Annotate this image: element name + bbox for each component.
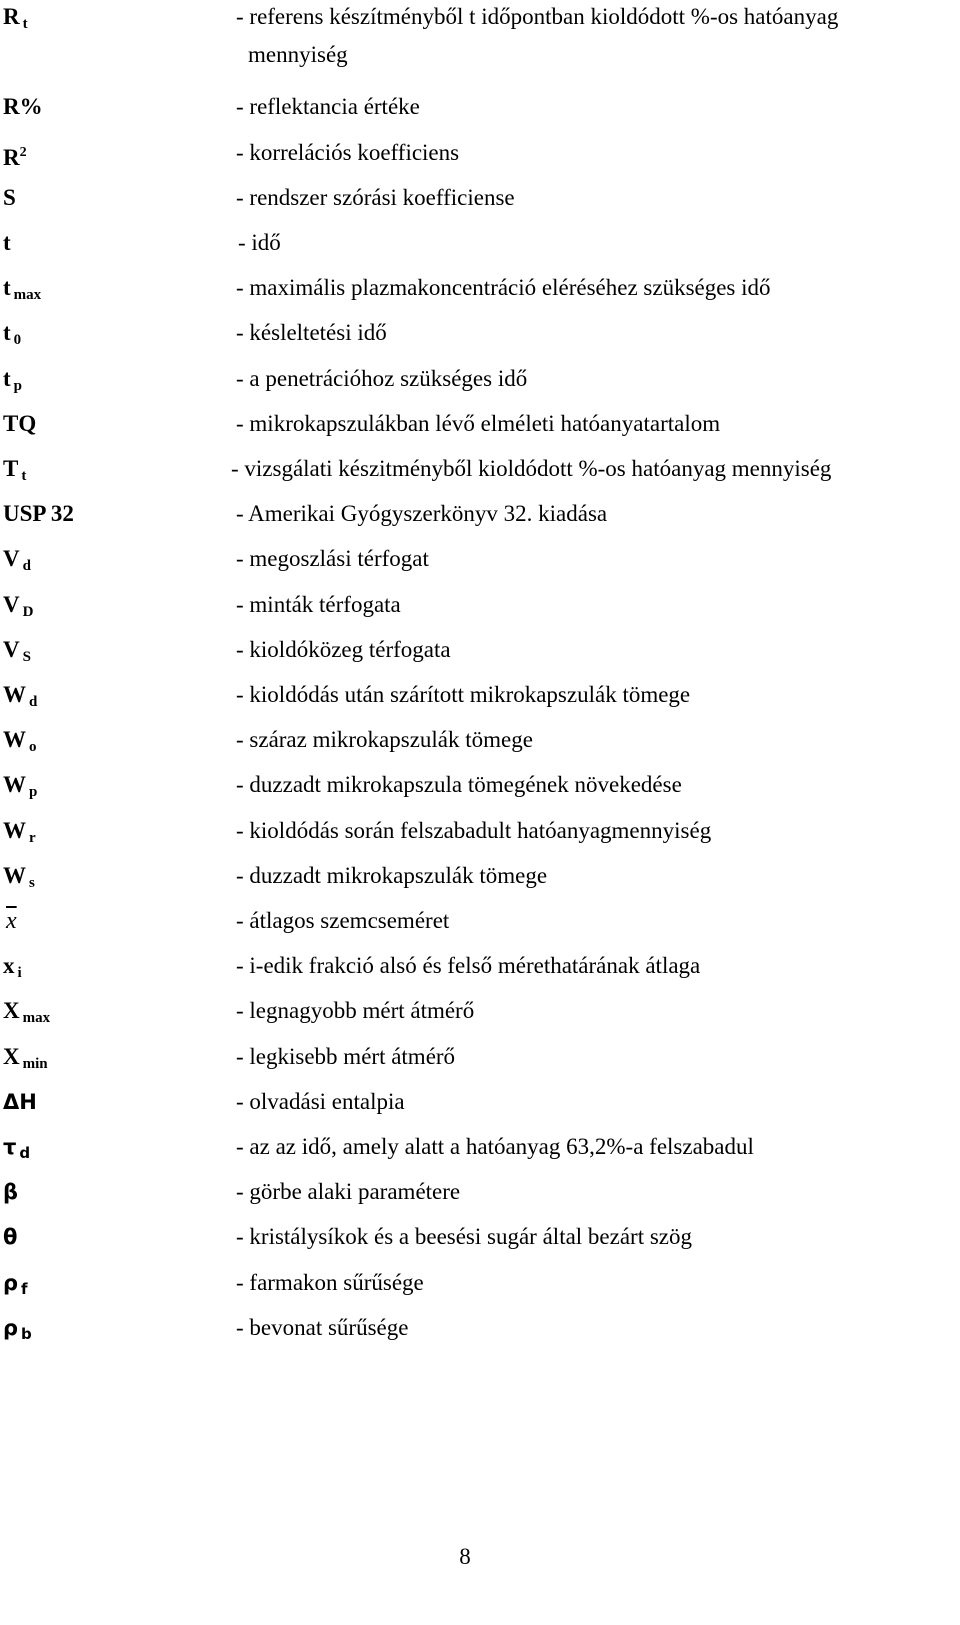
abbreviation-description: [236, 996, 936, 1026]
abbreviation-description: [238, 228, 938, 258]
symbol-subscript: r: [29, 830, 36, 846]
abbreviation-description: [236, 906, 936, 936]
abbreviation-description: [236, 725, 936, 755]
abbreviation-symbol: [3, 499, 74, 529]
symbol-subscript: p: [29, 784, 38, 800]
abbreviation-description: [236, 409, 936, 439]
abbreviation-description: [236, 770, 936, 800]
abbreviation-description: [236, 92, 936, 122]
description-text: - korrelációs koefficiens: [236, 140, 460, 165]
description-text: - késleltetési idő: [236, 320, 387, 345]
symbol-subscript: max: [13, 287, 42, 303]
abbreviation-symbol: [3, 1222, 17, 1252]
abbreviation-row: [0, 816, 960, 856]
symbol-base: X: [3, 998, 20, 1023]
description-text: - görbe alaki paramétere: [236, 1179, 461, 1204]
abbreviation-row: [0, 1268, 960, 1308]
abbreviation-description: [236, 273, 936, 303]
abbreviation-row: [0, 590, 960, 630]
abbreviation-symbol: [3, 996, 50, 1033]
abbreviation-description: [236, 861, 936, 891]
abbreviation-symbol: [3, 1042, 48, 1079]
symbol-subscript: t: [21, 468, 27, 484]
abbreviation-symbol: [3, 454, 26, 491]
symbol-base: V: [3, 546, 20, 571]
description-text: - átlagos szemcseméret: [236, 908, 450, 933]
abbreviation-symbol: [3, 2, 28, 39]
symbol-base: x: [3, 953, 15, 978]
symbol-subscript: d: [29, 694, 38, 710]
description-text: - a penetrációhoz szükséges idő: [236, 366, 528, 391]
abbreviation-symbol: [3, 273, 41, 310]
abbreviation-symbol: [3, 816, 36, 853]
symbol-base: ρ: [3, 1271, 19, 1295]
abbreviation-row: [0, 951, 960, 991]
abbreviation-description: [236, 1177, 936, 1207]
abbreviation-symbol: [3, 1177, 18, 1207]
symbol-superscript: 2: [19, 145, 27, 160]
description-text: - reflektancia értéke: [236, 94, 420, 119]
abbreviation-row: [0, 906, 960, 946]
symbol-base: t: [3, 275, 11, 300]
symbol-base: X: [3, 1044, 20, 1069]
abbreviation-description: [236, 951, 936, 981]
symbol-subscript: b: [21, 1325, 32, 1343]
symbol-subscript: s: [29, 875, 35, 891]
abbreviation-row: [0, 183, 960, 223]
symbol-subscript: p: [13, 378, 23, 394]
description-text: - legnagyobb mért átmérő: [236, 998, 475, 1023]
abbreviation-description: [236, 544, 936, 574]
description-text: - bevonat sűrűsége: [236, 1315, 409, 1340]
symbol-base: t: [3, 366, 11, 391]
abbreviation-row: [0, 364, 960, 404]
symbol-base: V: [3, 592, 20, 617]
description-text: - duzzadt mikrokapszula tömegének növekedése: [236, 772, 682, 797]
abbreviation-symbol: [3, 228, 11, 258]
abbreviation-symbol: [3, 318, 21, 355]
symbol-base: USP 32: [3, 501, 74, 526]
description-text: - az az idő, amely alatt a hatóanyag 63,2%-a felszabadul: [236, 1134, 754, 1159]
description-text: - legkisebb mért átmérő: [236, 1044, 456, 1069]
symbol-subscript: S: [22, 649, 31, 665]
symbol-base: R: [3, 4, 20, 29]
description-text: - mikrokapszulákban lévő elméleti hatóanyatartalom: [236, 411, 721, 436]
symbol-base: W: [3, 682, 26, 707]
description-text: - duzzadt mikrokapszulák tömege: [236, 863, 548, 888]
abbreviation-symbol: [3, 1313, 32, 1349]
abbreviation-description: [236, 1042, 936, 1072]
symbol-base: R: [3, 145, 20, 170]
abbreviation-description: [236, 1087, 936, 1117]
symbol-base: T: [3, 456, 19, 481]
abbreviation-description: [236, 499, 936, 529]
symbol-base: W: [3, 818, 26, 843]
abbreviation-description: [236, 2, 936, 70]
symbol-base: S: [3, 185, 16, 210]
abbreviation-symbol: [3, 770, 37, 807]
abbreviation-row: [0, 1222, 960, 1262]
symbol-subscript: 0: [13, 332, 22, 348]
abbreviation-symbol: [3, 138, 27, 173]
abbreviation-description: [236, 138, 936, 168]
description-text: - farmakon sűrűsége: [236, 1270, 424, 1295]
symbol-base: $\overline{x}$: [6, 908, 17, 934]
symbol-base: TQ: [3, 411, 37, 436]
symbol-subscript: D: [22, 604, 34, 620]
symbol-base: ΔH: [3, 1090, 37, 1114]
symbol-base: W: [3, 863, 26, 888]
description-text: - száraz mikrokapszulák tömege: [236, 727, 533, 752]
description-text: - minták térfogata: [236, 592, 401, 617]
abbreviation-row: [0, 273, 960, 313]
symbol-subscript: min: [22, 1056, 48, 1072]
symbol-base: θ: [3, 1225, 18, 1249]
abbreviation-description: [236, 1313, 936, 1343]
abbreviation-symbol: [3, 590, 33, 627]
abbreviation-row: [0, 92, 960, 132]
description-text: - kioldódás során felszabadult hatóanyagmennyiség: [236, 818, 712, 843]
symbol-subscript: t: [22, 16, 28, 32]
abbreviation-row: [0, 2, 960, 67]
description-text: - kioldóközeg térfogata: [236, 637, 451, 662]
symbol-base: W: [3, 727, 26, 752]
symbol-base: t: [3, 230, 11, 255]
abbreviation-symbol: [3, 1087, 37, 1117]
abbreviation-row: [0, 1313, 960, 1353]
symbol-base: β: [3, 1180, 19, 1204]
abbreviation-description: [236, 1222, 936, 1252]
abbreviation-row: [0, 318, 960, 358]
abbreviation-row: [0, 499, 960, 539]
symbol-subscript: max: [22, 1010, 51, 1026]
abbreviation-row: [0, 861, 960, 901]
symbol-subscript: o: [29, 739, 37, 755]
description-text: - kioldódás után szárított mikrokapszulák tömege: [236, 682, 691, 707]
abbreviation-symbol: [3, 1132, 30, 1168]
abbreviation-row: [0, 544, 960, 584]
symbol-subscript: d: [22, 558, 31, 574]
abbreviation-description: [236, 183, 936, 213]
abbreviation-description: [236, 816, 936, 846]
symbol-base: W: [3, 772, 26, 797]
description-text: - maximális plazmakoncentráció eléréséhez szükséges idő: [236, 275, 771, 300]
abbreviation-symbol: [3, 409, 36, 439]
abbreviation-row: [0, 1087, 960, 1127]
abbreviation-description: [236, 1268, 936, 1298]
description-text: - megoszlási térfogat: [236, 546, 429, 571]
abbreviation-symbol: [3, 725, 37, 762]
abbreviation-symbol: [3, 544, 31, 581]
abbreviation-row: [0, 228, 960, 268]
abbreviation-row: [0, 1177, 960, 1217]
abbreviation-description: [236, 590, 936, 620]
abbreviation-symbol: [3, 183, 16, 213]
symbol-base: τ: [3, 1135, 17, 1159]
description-text: - vizsgálati készitményből kioldódott %-os hatóanyag mennyiség: [231, 456, 832, 481]
description-text: - olvadási entalpia: [236, 1089, 405, 1114]
abbreviation-row: [0, 770, 960, 810]
abbreviation-row: [0, 454, 960, 494]
description-text: - idő: [238, 230, 281, 255]
abbreviation-symbol: [3, 680, 37, 717]
abbreviation-row: [0, 680, 960, 720]
abbreviation-description: [236, 318, 936, 348]
symbol-base: R%: [3, 94, 43, 119]
abbreviation-description: [236, 364, 936, 394]
abbreviation-description: [236, 1132, 936, 1162]
abbreviation-symbol: [3, 92, 43, 122]
abbreviation-row: [0, 1042, 960, 1082]
abbreviation-row: [0, 138, 960, 178]
symbol-subscript: f: [21, 1280, 28, 1298]
symbol-base: ρ: [3, 1316, 19, 1340]
abbreviation-symbol: [3, 364, 22, 401]
description-text: - i-edik frakció alsó és felső mérethatárának átlaga: [236, 953, 701, 978]
symbol-base: t: [3, 320, 11, 345]
abbreviation-row: [0, 996, 960, 1036]
page-number: 8: [459, 1544, 471, 1569]
description-text: - kristálysíkok és a beesési sugár által bezárt szög: [236, 1224, 693, 1249]
abbreviation-symbol: [3, 951, 22, 988]
abbreviation-symbol: [3, 635, 31, 672]
abbreviation-row: [0, 409, 960, 449]
abbreviation-row: [0, 635, 960, 675]
description-text: - referens készítményből t időpontban kioldódott %-os hatóanyag: [236, 4, 839, 29]
abbreviation-row: [0, 1132, 960, 1172]
description-continuation: mennyiség: [248, 42, 348, 67]
abbreviation-description: [231, 454, 931, 484]
abbreviation-description: [236, 680, 936, 710]
abbreviation-symbol: [3, 1268, 28, 1304]
abbreviation-symbol: [3, 861, 35, 898]
symbol-subscript: d: [19, 1144, 31, 1162]
abbreviation-row: [0, 725, 960, 765]
abbreviation-symbol: [6, 906, 17, 936]
description-text: - Amerikai Gyógyszerkönyv 32. kiadása: [236, 501, 608, 526]
symbol-base: V: [3, 637, 20, 662]
symbol-subscript: i: [17, 965, 22, 981]
abbreviation-description: [236, 635, 936, 665]
description-text: - rendszer szórási koefficiense: [236, 185, 515, 210]
